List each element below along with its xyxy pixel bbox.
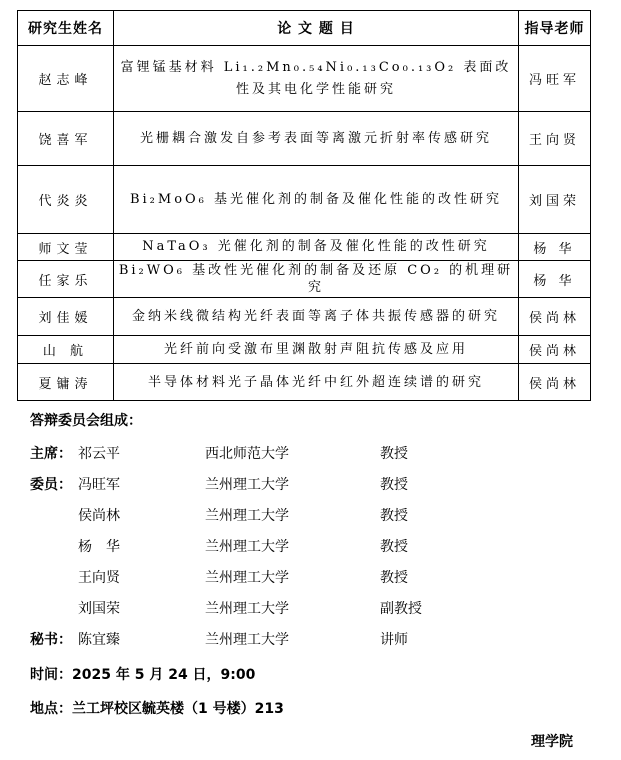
member-rank: 讲师 [380, 632, 408, 648]
member-org: 兰州理工大学 [205, 570, 289, 586]
member-org: 兰州理工大学 [205, 539, 289, 555]
time-value: 2025 年 5 月 24 日，9:00 [72, 667, 256, 683]
member-rank: 教授 [380, 446, 408, 462]
committee-member [30, 505, 590, 525]
member-name: 祁云平 [78, 446, 120, 462]
column-header-student: 研究生姓名 [18, 11, 114, 46]
advisor-name: 杨 华 [519, 261, 591, 298]
advisor-name: 王向贤 [519, 112, 591, 166]
advisor-name: 杨 华 [519, 234, 591, 261]
thesis-title: NaTaO₃ 光催化剂的制备及催化性能的改性研究 [114, 234, 519, 261]
thesis-title: 光栅耦合激发自参考表面等离激元折射率传感研究 [114, 112, 519, 166]
member-org: 兰州理工大学 [205, 477, 289, 493]
member-role: 委员： [30, 477, 72, 493]
member-name: 侯尚林 [78, 508, 120, 524]
advisor-name: 侯尚林 [519, 364, 591, 401]
member-org: 西北师范大学 [205, 446, 289, 462]
member-rank: 教授 [380, 570, 408, 586]
member-name: 陈宜臻 [78, 632, 120, 648]
student-name: 任家乐 [18, 261, 114, 298]
member-rank: 教授 [380, 477, 408, 493]
committee-member [30, 443, 590, 463]
advisor-name: 冯旺军 [519, 46, 591, 112]
student-name: 山 航 [18, 336, 114, 364]
table-row [18, 298, 591, 336]
member-rank: 教授 [380, 508, 408, 524]
thesis-table [17, 10, 591, 401]
student-name: 代炎炎 [18, 166, 114, 234]
student-name: 刘佳媛 [18, 298, 114, 336]
table-row [18, 46, 591, 112]
member-org: 兰州理工大学 [205, 601, 289, 617]
advisor-name: 侯尚林 [519, 336, 591, 364]
place-value: 兰工坪校区毓英楼（1 号楼）213 [72, 701, 284, 717]
member-name: 刘国荣 [78, 601, 120, 617]
table-row [18, 336, 591, 364]
thesis-title: 半导体材料光子晶体光纤中红外超连续谱的研究 [114, 364, 519, 401]
committee-member [30, 629, 590, 649]
defense-place [30, 698, 284, 718]
student-name: 夏镛涛 [18, 364, 114, 401]
defense-time [30, 664, 255, 684]
place-label: 地点： [30, 701, 72, 717]
time-label: 时间： [30, 667, 72, 683]
column-header-advisor: 指导老师 [519, 11, 591, 46]
table-row [18, 166, 591, 234]
student-name: 赵志峰 [18, 46, 114, 112]
member-rank: 教授 [380, 539, 408, 555]
member-org: 兰州理工大学 [205, 508, 289, 524]
member-rank: 副教授 [380, 601, 422, 617]
advisor-name: 刘国荣 [519, 166, 591, 234]
committee-member [30, 536, 590, 556]
table-row [18, 234, 591, 261]
thesis-title: 金纳米线微结构光纤表面等离子体共振传感器的研究 [114, 298, 519, 336]
issuing-school: 理学院 [531, 734, 573, 750]
member-role: 主席： [30, 446, 72, 462]
table-row [18, 261, 591, 298]
committee-member [30, 567, 590, 587]
table-row [18, 364, 591, 401]
table-header-row [18, 11, 591, 46]
table-row [18, 112, 591, 166]
student-name: 饶喜军 [18, 112, 114, 166]
member-name: 王向贤 [78, 570, 120, 586]
thesis-title: Bi₂WO₆ 基改性光催化剂的制备及还原 CO₂ 的机理研究 [114, 261, 519, 298]
member-org: 兰州理工大学 [205, 632, 289, 648]
committee-member [30, 474, 590, 494]
thesis-title: Bi₂MoO₆ 基光催化剂的制备及催化性能的改性研究 [114, 166, 519, 234]
committee-heading: 答辩委员会组成： [30, 413, 142, 429]
committee-member [30, 598, 590, 618]
member-role: 秘书： [30, 632, 72, 648]
advisor-name: 侯尚林 [519, 298, 591, 336]
member-name: 冯旺军 [78, 477, 120, 493]
thesis-title: 光纤前向受激布里渊散射声阻抗传感及应用 [114, 336, 519, 364]
thesis-title: 富锂锰基材料 Li₁.₂Mn₀.₅₄Ni₀.₁₃Co₀.₁₃O₂ 表面改性及其电化学性能研究 [114, 46, 519, 112]
column-header-title: 论 文 题 目 [114, 11, 519, 46]
member-name: 杨 华 [78, 539, 120, 555]
student-name: 师文莹 [18, 234, 114, 261]
